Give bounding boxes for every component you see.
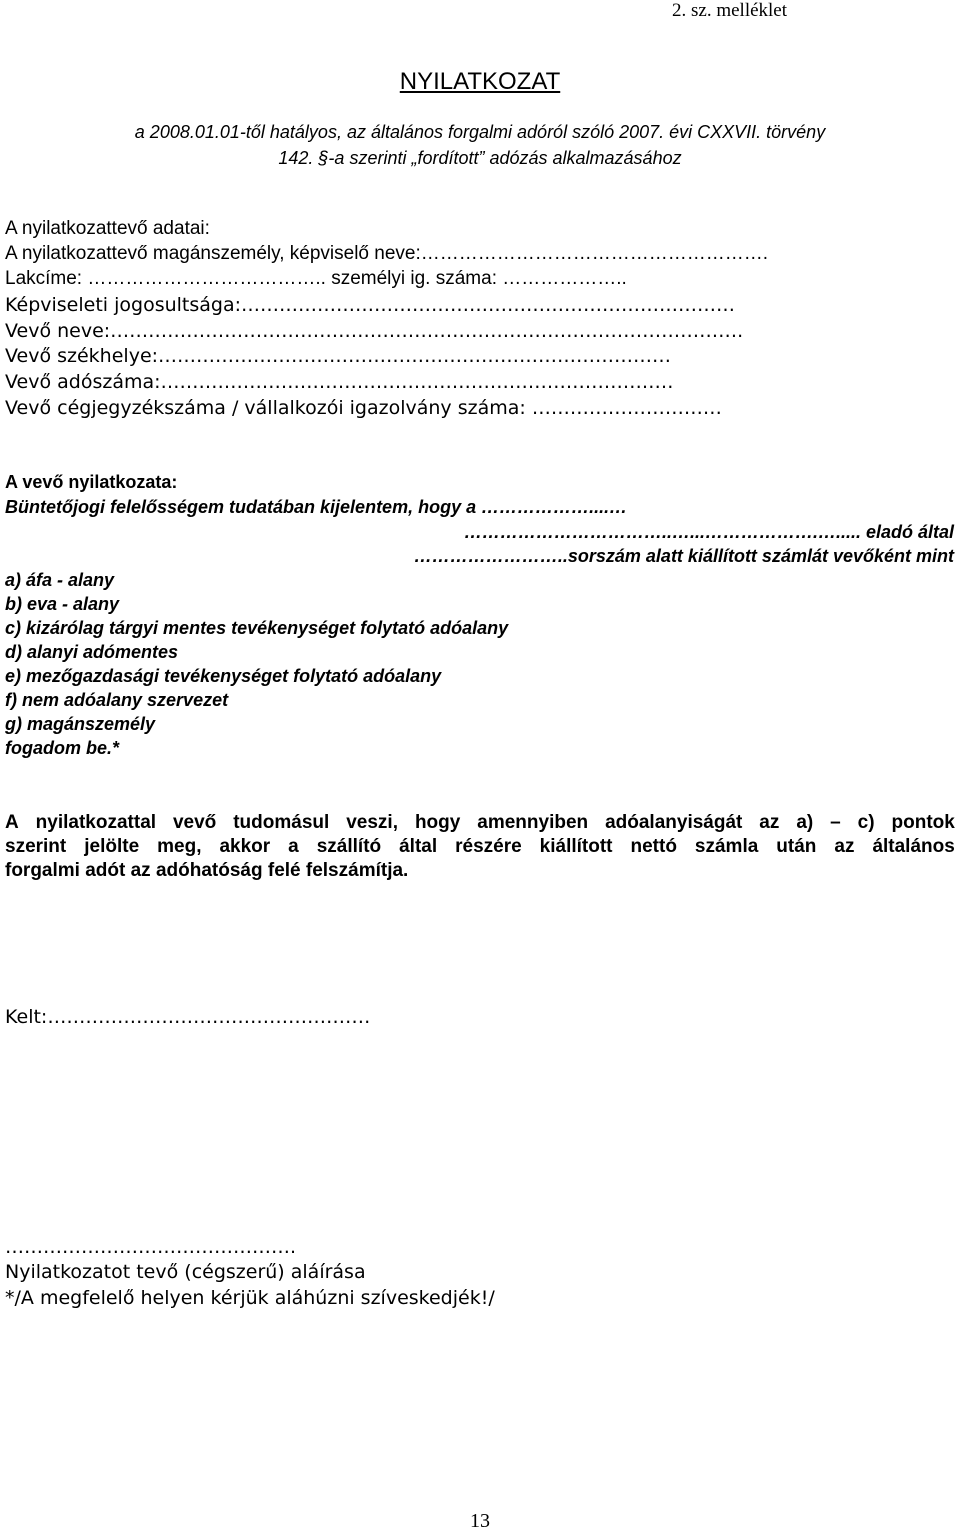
acknowledgement-line-2 xyxy=(5,836,955,858)
subtitle-line-1: a 2008.01.01-től hatályos, az általános forgalmi adóról szóló 2007. évi CXXVII. törvény xyxy=(134,122,826,142)
acknowledgement-word: általános xyxy=(872,836,955,857)
acknowledgement-word: amennyiben xyxy=(477,812,589,833)
statement-line-2: ……………………………..…...……………….…..... eladó által xyxy=(463,522,954,542)
acknowledgement-line-1 xyxy=(5,812,955,834)
acknowledgement-word: – xyxy=(830,812,841,833)
acknowledgement-word: részére xyxy=(455,836,522,857)
statement-closing: fogadom be.* xyxy=(5,738,120,758)
acknowledgement-word: tudomásul xyxy=(233,812,330,833)
acknowledgement-word: az xyxy=(834,836,855,857)
signature-line: ………………………………………. xyxy=(5,1236,297,1258)
acknowledgement-word: nyilatkozattal xyxy=(35,812,157,833)
option-b: b) eva - alany xyxy=(5,594,120,614)
acknowledgement-word: c) xyxy=(857,812,875,833)
acknowledgement-line-3: forgalmi adót az adóhatóság felé felszámítja. xyxy=(5,860,409,881)
acknowledgement-word: számla xyxy=(694,836,759,857)
address-id-field: Lakcíme: ……………………………….. személyi ig. száma: ……………….. xyxy=(5,268,627,289)
option-c: c) kizárólag tárgyi mentes tevékenységet folytató adóalany xyxy=(5,618,509,638)
option-d: d) alanyi adómentes xyxy=(5,642,179,662)
document-title: NYILATKOZAT xyxy=(399,68,561,95)
option-e: e) mezőgazdasági tevékenységet folytató adóalany xyxy=(5,666,442,686)
acknowledgement-word: szállító xyxy=(316,836,382,857)
acknowledgement-word: nettó xyxy=(630,836,677,857)
buyer-seat-field: Vevő székhelye:……………………………………………………………………… xyxy=(5,345,672,367)
buyer-name-field: Vevő neve:………………………………………………………………………………………. xyxy=(5,320,744,342)
buyer-tax-number-field: Vevő adószáma:……………………………………………………………………… xyxy=(5,371,674,393)
acknowledgement-word: által xyxy=(399,836,438,857)
statement-line-3: ……………………..sorszám alatt kiállított számlát vevőként mint xyxy=(413,546,954,566)
declarant-heading: A nyilatkozattevő adatai: xyxy=(5,218,210,239)
acknowledgement-word: az xyxy=(759,812,780,833)
acknowledgement-word: szerint xyxy=(5,836,67,857)
option-g: g) magánszemély xyxy=(5,714,156,734)
annex-label: 2. sz. melléklet xyxy=(672,0,788,21)
acknowledgement-word: hogy xyxy=(414,812,461,833)
option-f: f) nem adóalany szervezet xyxy=(5,690,229,710)
page-number: 13 xyxy=(470,1510,490,1532)
option-a: a) áfa - alany xyxy=(5,570,115,590)
acknowledgement-word: a) xyxy=(796,812,814,833)
subtitle-line-2: 142. §-a szerinti „fordított” adózás alkalmazásához xyxy=(278,148,682,168)
representation-field: Képviseleti jogosultsága:…………………………………………………………………… xyxy=(5,294,736,316)
declarant-name-field: A nyilatkozattevő magánszemély, képviselő neve:………………………………………………. xyxy=(5,243,769,264)
underline-note: */A megfelelő helyen kérjük aláhúzni szíveskedjék!/ xyxy=(5,1287,495,1309)
acknowledgement-word: után xyxy=(776,836,817,857)
acknowledgement-word: pontok xyxy=(891,812,955,833)
buyer-registration-field: Vevő cégjegyzékszáma / vállalkozói igazolvány száma: ………………………… xyxy=(5,397,722,419)
statement-line-1: Büntetőjogi felelősségem tudatában kijelentem, hogy a ………………....… xyxy=(5,497,628,517)
acknowledgement-word: vevő xyxy=(172,812,217,833)
acknowledgement-word: a xyxy=(288,836,299,857)
signature-caption: Nyilatkozatot tevő (cégszerű) aláírása xyxy=(5,1261,366,1283)
acknowledgement-word: veszi, xyxy=(346,812,398,833)
buyer-statement-heading: A vevő nyilatkozata: xyxy=(5,472,178,492)
acknowledgement-word: kiállított xyxy=(539,836,613,857)
acknowledgement-word: akkor xyxy=(219,836,271,857)
acknowledgement-word: jelölte xyxy=(84,836,140,857)
acknowledgement-word: meg, xyxy=(157,836,202,857)
date-field: Kelt:…………………………………………… xyxy=(5,1006,371,1028)
acknowledgement-word: A xyxy=(5,812,19,833)
acknowledgement-word: adóalanyiságát xyxy=(605,812,743,833)
